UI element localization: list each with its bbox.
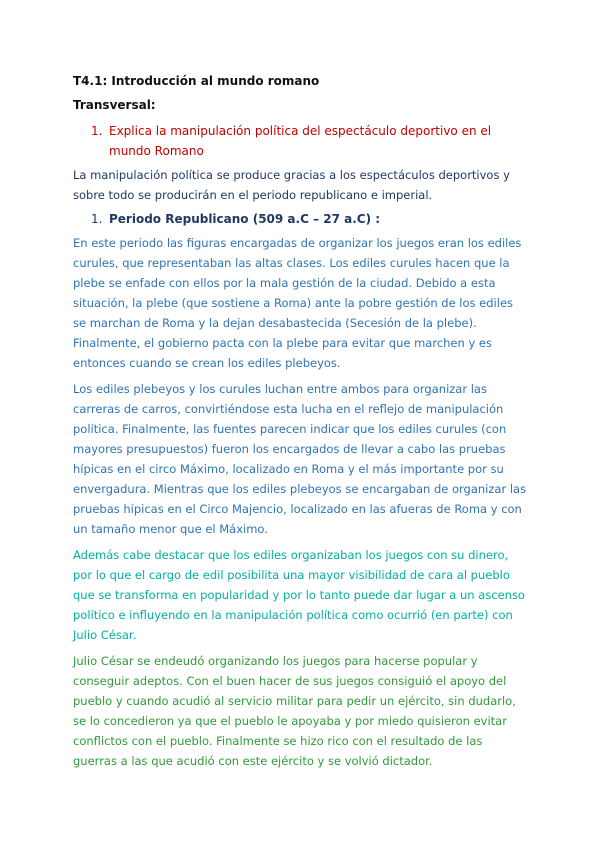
page-title: T4.1: Introducción al mundo romano — [73, 74, 320, 88]
heading-text: Periodo Republicano (509 a.C – 27 a.C) : — [109, 212, 381, 226]
item-text: Explica la manipulación política del espectáculo deportivo en el mundo Romano — [109, 124, 492, 158]
paragraph-julio-cesar: Julio César se endeudó organizando los juegos para hacerse popular y conseguir adeptos. Con el buen hacer de sus juegos consiguió el apoyo del pueblo y cuando acudió al servicio militar para pedir un ejército, sin dudarlo, se lo concedieron ya que el pueblo le apoyaba y por miedo quisieron evitar conflictos con el pueblo. Finalmente se hizo rico con el resultado de las guerras a las que acudió con este ejército y se volvió dictador. — [73, 654, 516, 768]
paragraph-ediles-curules: En este periodo las figuras encargadas de organizar los juegos eran los ediles curules, que representaban las altas clases. Los ediles curules hacen que la plebe se enfade con ellos por la mala gestión de la ciudad. Debido a esta situación, la plebe (que sostiene a Roma) ante la pobre gestión de los ediles se marchan de Roma y la dejan desabastecida (Secesión de la plebe). Finalmente, el gobierno pacta con la plebe para evitar que marchen y es entonces cuando se crean los ediles plebeyos. — [73, 236, 522, 370]
section-subtitle: Transversal: — [73, 98, 156, 112]
numbered-item-objective — [73, 121, 528, 161]
paragraph-financiacion: Además cabe destacar que los ediles organizaban los juegos con su dinero, por lo que el cargo de edil posibilita una mayor visibilidad de cara al pueblo que se transforma en popularidad y por lo tanto puede dar lugar a un ascenso político e influyendo en la manipulación política como ocurrió (en parte) con Julio César. — [73, 548, 525, 642]
item-number: 1. — [91, 124, 103, 138]
heading-number: 1. — [91, 212, 103, 226]
paragraph-ediles-plebeyos: Los ediles plebeyos y los curules luchan entre ambos para organizar las carreras de carros, convirtiéndose esta lucha en el reflejo de manipulación política. Finalmente, las fuentes parecen indicar que los ediles curules (con mayores presupuestos) fueron los encargados de llevar a cabo las pruebas hípicas en el circo Máximo, localizado en Roma y el más importante por su envergadura. Mientras que los ediles plebeyos se encargaban de organizar las pruebas hípicas en el Circo Majencio, localizado en las afueras de Roma y con un tamaño menor que el Máximo. — [73, 382, 527, 536]
numbered-heading-period — [73, 209, 528, 229]
intro-paragraph: La manipulación política se produce gracias a los espectáculos deportivos y sobre todo se producirán en el periodo republicano e imperial. — [73, 168, 510, 202]
